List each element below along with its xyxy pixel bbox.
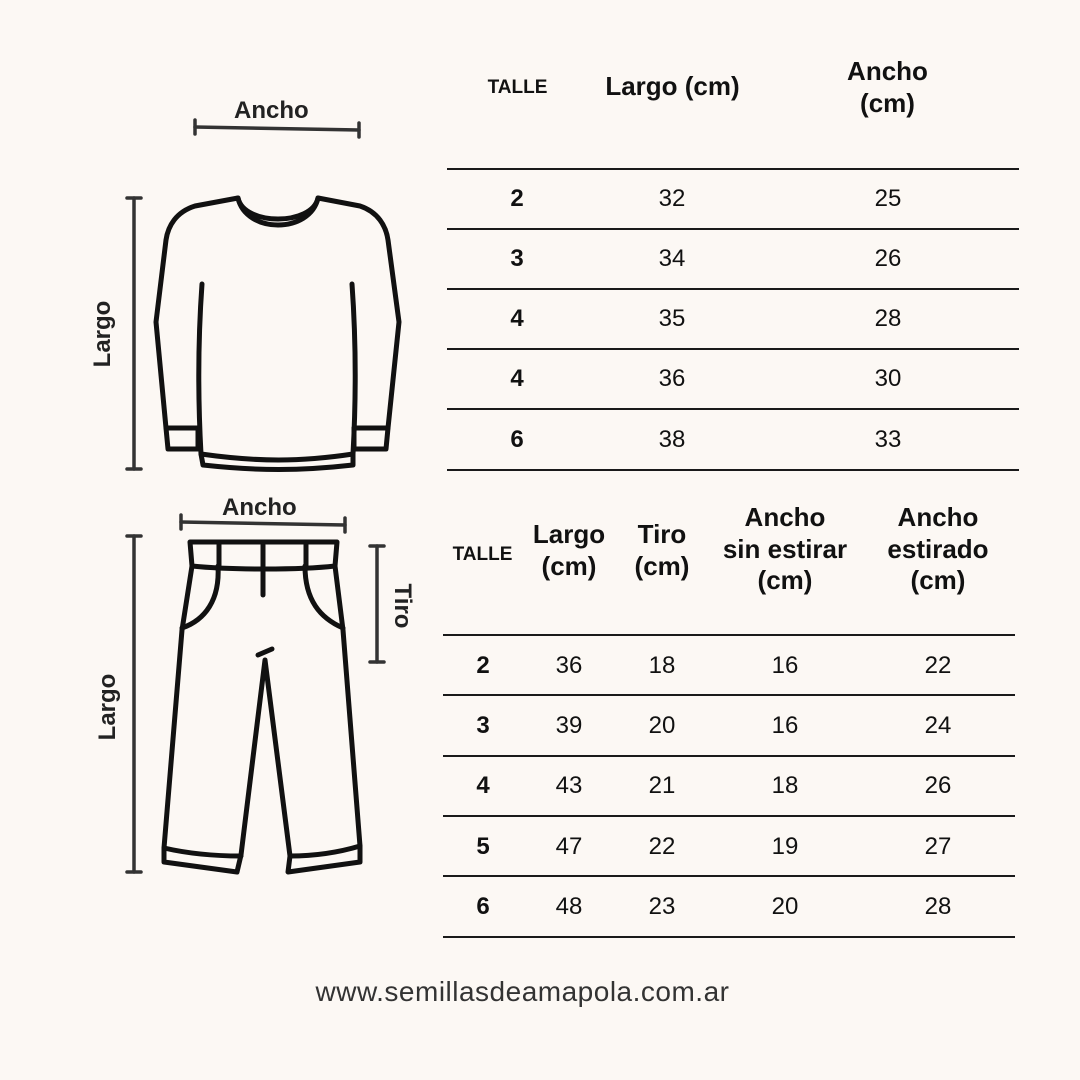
top-rule-0 <box>447 168 1019 170</box>
top-header-width <box>815 56 960 119</box>
top-row-length: 35 <box>658 305 686 332</box>
pants-length-dimension <box>127 536 141 872</box>
bottom-rule-0 <box>443 634 1015 636</box>
bottom-header-length-line1: Largo <box>532 519 606 549</box>
top-rule-4 <box>447 408 1019 410</box>
bottom-header-length <box>524 519 614 582</box>
top-row-length: 38 <box>658 426 686 453</box>
bottom-row-unstretched: 16 <box>771 712 799 739</box>
bottom-header-stretched-line1: Ancho <box>897 502 979 532</box>
top-header-length: Largo (cm) <box>605 71 740 101</box>
bottom-row-rise: 22 <box>648 833 676 860</box>
top-rule-3 <box>447 348 1019 350</box>
bottom-row-rise: 21 <box>648 772 676 799</box>
bottom-row-size: 4 <box>476 772 490 799</box>
bottom-row-stretched: 22 <box>924 652 952 679</box>
bottom-header-unstretched-line1: Ancho <box>744 502 826 532</box>
bottom-header-rise <box>617 519 707 582</box>
sweater-width-label: Ancho <box>234 97 309 124</box>
bottom-rule-3 <box>443 815 1015 817</box>
top-row-width: 28 <box>874 305 902 332</box>
top-row-length: 36 <box>658 365 686 392</box>
sweater-outline <box>156 198 399 428</box>
top-rule-1 <box>447 228 1019 230</box>
bottom-header-rise-line2: (cm) <box>634 550 690 581</box>
top-row-width: 26 <box>874 245 902 272</box>
bottom-header-length-line2: (cm) <box>541 550 597 581</box>
pants-length-label: Largo <box>94 673 121 741</box>
bottom-row-unstretched: 18 <box>771 772 799 799</box>
top-row-size: 2 <box>510 185 524 212</box>
pants-illustration <box>0 480 440 900</box>
bottom-row-size: 2 <box>476 652 490 679</box>
bottom-rule-2 <box>443 755 1015 757</box>
bottom-row-size: 6 <box>476 893 490 920</box>
bottom-row-stretched: 26 <box>924 772 952 799</box>
bottom-row-rise: 23 <box>648 893 676 920</box>
top-row-size: 3 <box>510 245 524 272</box>
sweater-length-dimension <box>127 198 141 469</box>
bottom-header-stretched-line2: estirado <box>887 533 989 564</box>
sweater-length-label: Largo <box>89 300 116 368</box>
pants-rise-dimension <box>370 546 384 662</box>
pants-rise-label: Tiro <box>389 583 416 629</box>
bottom-row-size: 5 <box>476 833 490 860</box>
bottom-row-length: 39 <box>555 712 583 739</box>
bottom-row-stretched: 24 <box>924 712 952 739</box>
bottom-row-unstretched: 16 <box>771 652 799 679</box>
bottom-header-unstretched-line3: (cm) <box>757 565 813 596</box>
bottom-row-length: 48 <box>555 893 583 920</box>
bottom-header-unstretched-line2: sin estirar <box>722 533 848 564</box>
bottom-rule-1 <box>443 694 1015 696</box>
top-header-width-line2: (cm) <box>860 87 915 118</box>
bottom-row-rise: 18 <box>648 652 676 679</box>
bottom-header-rise-line1: Tiro <box>637 519 687 549</box>
bottom-row-stretched: 28 <box>924 893 952 920</box>
bottom-header-stretched-line3: (cm) <box>910 565 966 596</box>
bottom-rule-4 <box>443 875 1015 877</box>
bottom-rule-5 <box>443 936 1015 938</box>
bottom-row-rise: 20 <box>648 712 676 739</box>
top-row-size: 4 <box>510 365 524 392</box>
bottom-row-stretched: 27 <box>924 833 952 860</box>
top-row-length: 34 <box>658 245 686 272</box>
top-row-size: 4 <box>510 305 524 332</box>
top-row-width: 25 <box>874 185 902 212</box>
top-row-width: 30 <box>874 365 902 392</box>
pants-width-label: Ancho <box>222 494 297 521</box>
top-header-width-line1: Ancho <box>847 56 928 86</box>
top-row-size: 6 <box>510 426 524 453</box>
top-row-width: 33 <box>874 426 902 453</box>
top-rule-5 <box>447 469 1019 471</box>
bottom-header-size: TALLE <box>452 544 513 565</box>
bottom-header-unstretched <box>710 502 860 597</box>
top-row-length: 32 <box>658 185 686 212</box>
bottom-row-unstretched: 19 <box>771 833 799 860</box>
top-rule-2 <box>447 288 1019 290</box>
bottom-row-length: 43 <box>555 772 583 799</box>
sweater-illustration <box>0 0 440 480</box>
bottom-row-length: 47 <box>555 833 583 860</box>
bottom-header-stretched <box>870 502 1006 597</box>
bottom-row-length: 36 <box>555 652 583 679</box>
website-url[interactable]: www.semillasdeamapola.com.ar <box>315 976 730 1007</box>
bottom-row-unstretched: 20 <box>771 893 799 920</box>
bottom-row-size: 3 <box>476 712 490 739</box>
top-header-size: TALLE <box>487 77 548 98</box>
